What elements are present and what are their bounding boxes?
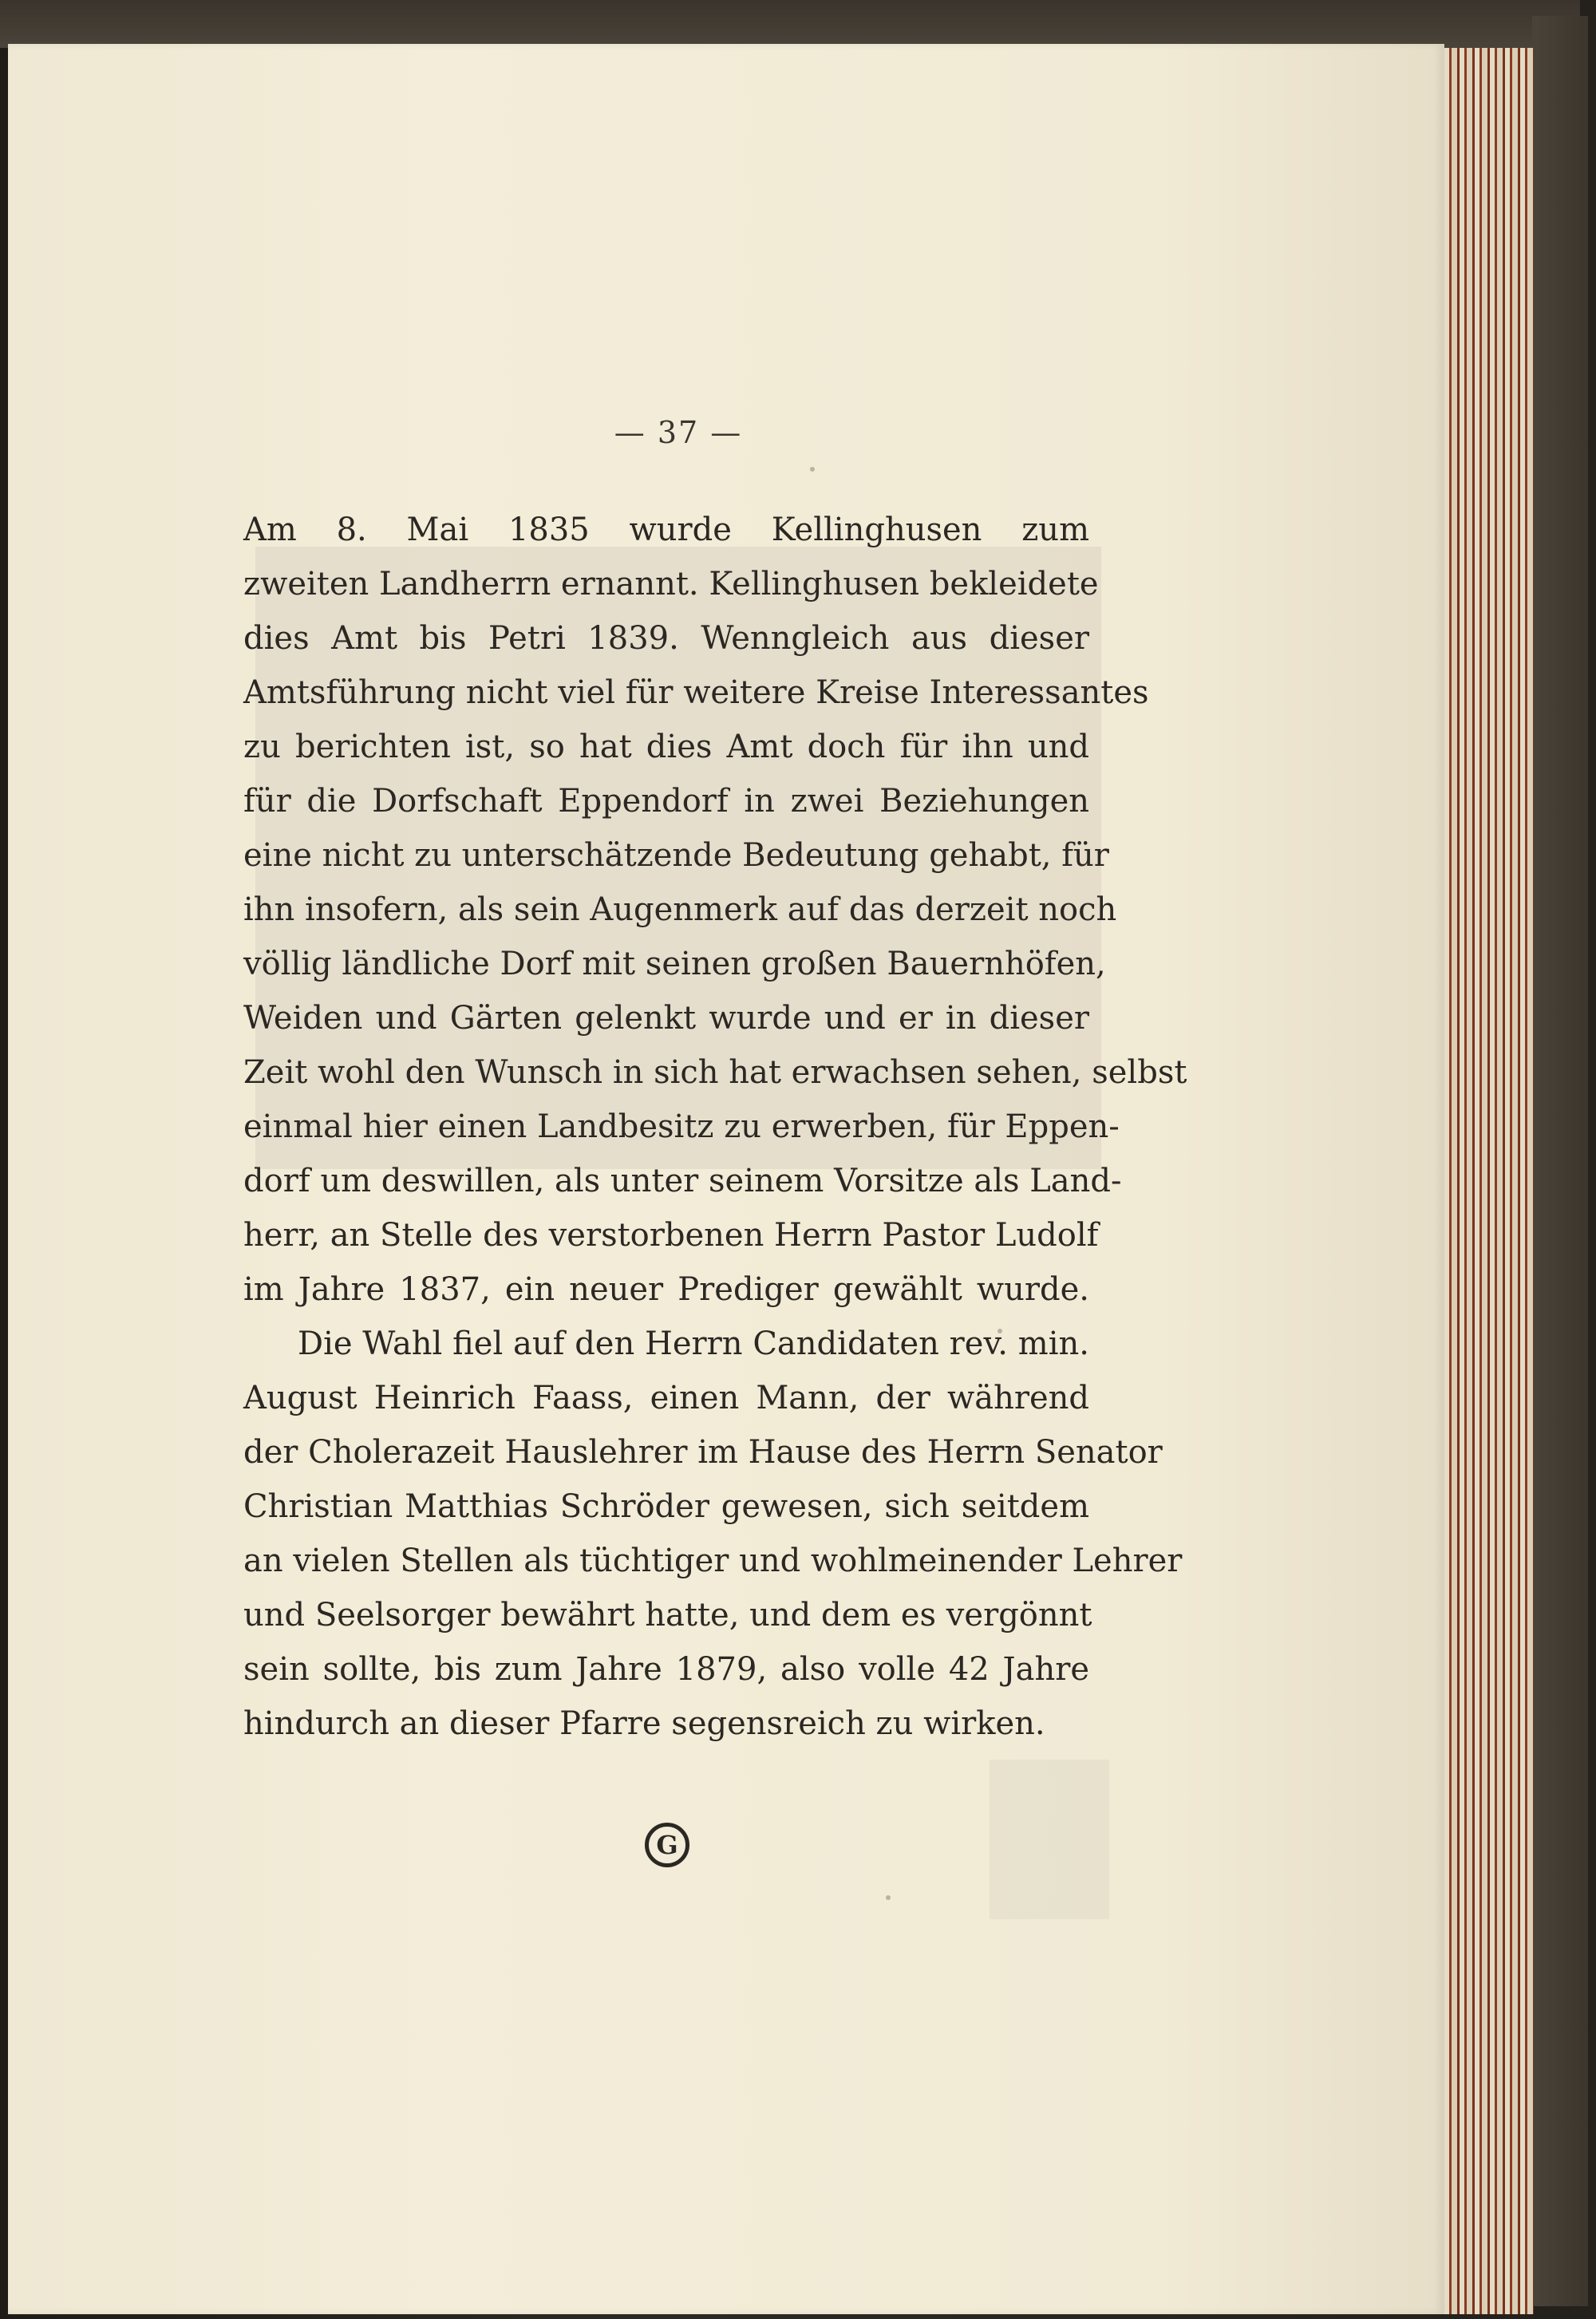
page-edges-stack — [1443, 48, 1534, 2314]
text-line: Weiden und Gärten gelenkt wurde und er in dieser — [243, 1000, 1089, 1037]
book-cover-right-edge — [1532, 16, 1588, 2306]
body-text — [243, 503, 1187, 1751]
text-line: Amtsführung nicht viel für weitere Kreise Interessantes — [243, 674, 1149, 711]
text-line: einmal hier einen Landbesitz zu erwerben, für Eppen- — [243, 1108, 1120, 1145]
text-line: Die Wahl fiel auf den Herrn Candidaten rev. min. — [298, 1325, 1089, 1362]
text-line: August Heinrich Faass, einen Mann, der während — [243, 1380, 1089, 1416]
text-line: völlig ländliche Dorf mit seinen großen Bauernhöfen, — [243, 946, 1106, 982]
text-line: für die Dorfschaft Eppendorf in zwei Beziehungen — [243, 783, 1089, 820]
book-cover-top-edge — [0, 0, 1580, 48]
text-line: zweiten Landherrn ernannt. Kellinghusen bekleidete — [243, 566, 1099, 602]
text-line: dies Amt bis Petri 1839. Wenngleich aus dieser — [243, 620, 1089, 657]
text-line: zu berichten ist, so hat dies Amt doch für ihn und — [243, 729, 1089, 765]
paper-speck — [810, 467, 815, 472]
text-line: der Cholerazeit Hauslehrer im Hause des Herrn Senator — [243, 1434, 1163, 1471]
text-line: sein sollte, bis zum Jahre 1879, also volle 42 Jahre — [243, 1651, 1089, 1688]
text-line: dorf um deswillen, als unter seinem Vorsitze als Land- — [243, 1163, 1122, 1199]
text-line: Christian Matthias Schröder gewesen, sich seitdem — [243, 1488, 1089, 1525]
printer-mark-ornament: G — [645, 1823, 689, 1867]
text-line: herr, an Stelle des verstorbenen Herrn Pastor Ludolf — [243, 1217, 1099, 1254]
paper-speck — [886, 1895, 891, 1900]
text-line: ihn insofern, als sein Augenmerk auf das derzeit noch — [243, 891, 1117, 928]
text-line: eine nicht zu unterschätzende Bedeutung gehabt, für — [243, 837, 1109, 874]
text-line: und Seelsorger bewährt hatte, und dem es vergönnt — [243, 1597, 1092, 1634]
text-line: im Jahre 1837, ein neuer Prediger gewählt wurde. — [243, 1271, 1089, 1308]
bleed-through-shading-lower — [990, 1760, 1109, 1919]
text-line: Zeit wohl den Wunsch in sich hat erwachsen sehen, selbst — [243, 1054, 1187, 1091]
page-number: — 37 — — [614, 415, 743, 450]
text-line: Am 8. Mai 1835 wurde Kellinghusen zum — [243, 512, 1089, 548]
text-line: an vielen Stellen als tüchtiger und wohlmeinender Lehrer — [243, 1543, 1183, 1579]
text-line: hindurch an dieser Pfarre segensreich zu wirken. — [243, 1705, 1045, 1742]
